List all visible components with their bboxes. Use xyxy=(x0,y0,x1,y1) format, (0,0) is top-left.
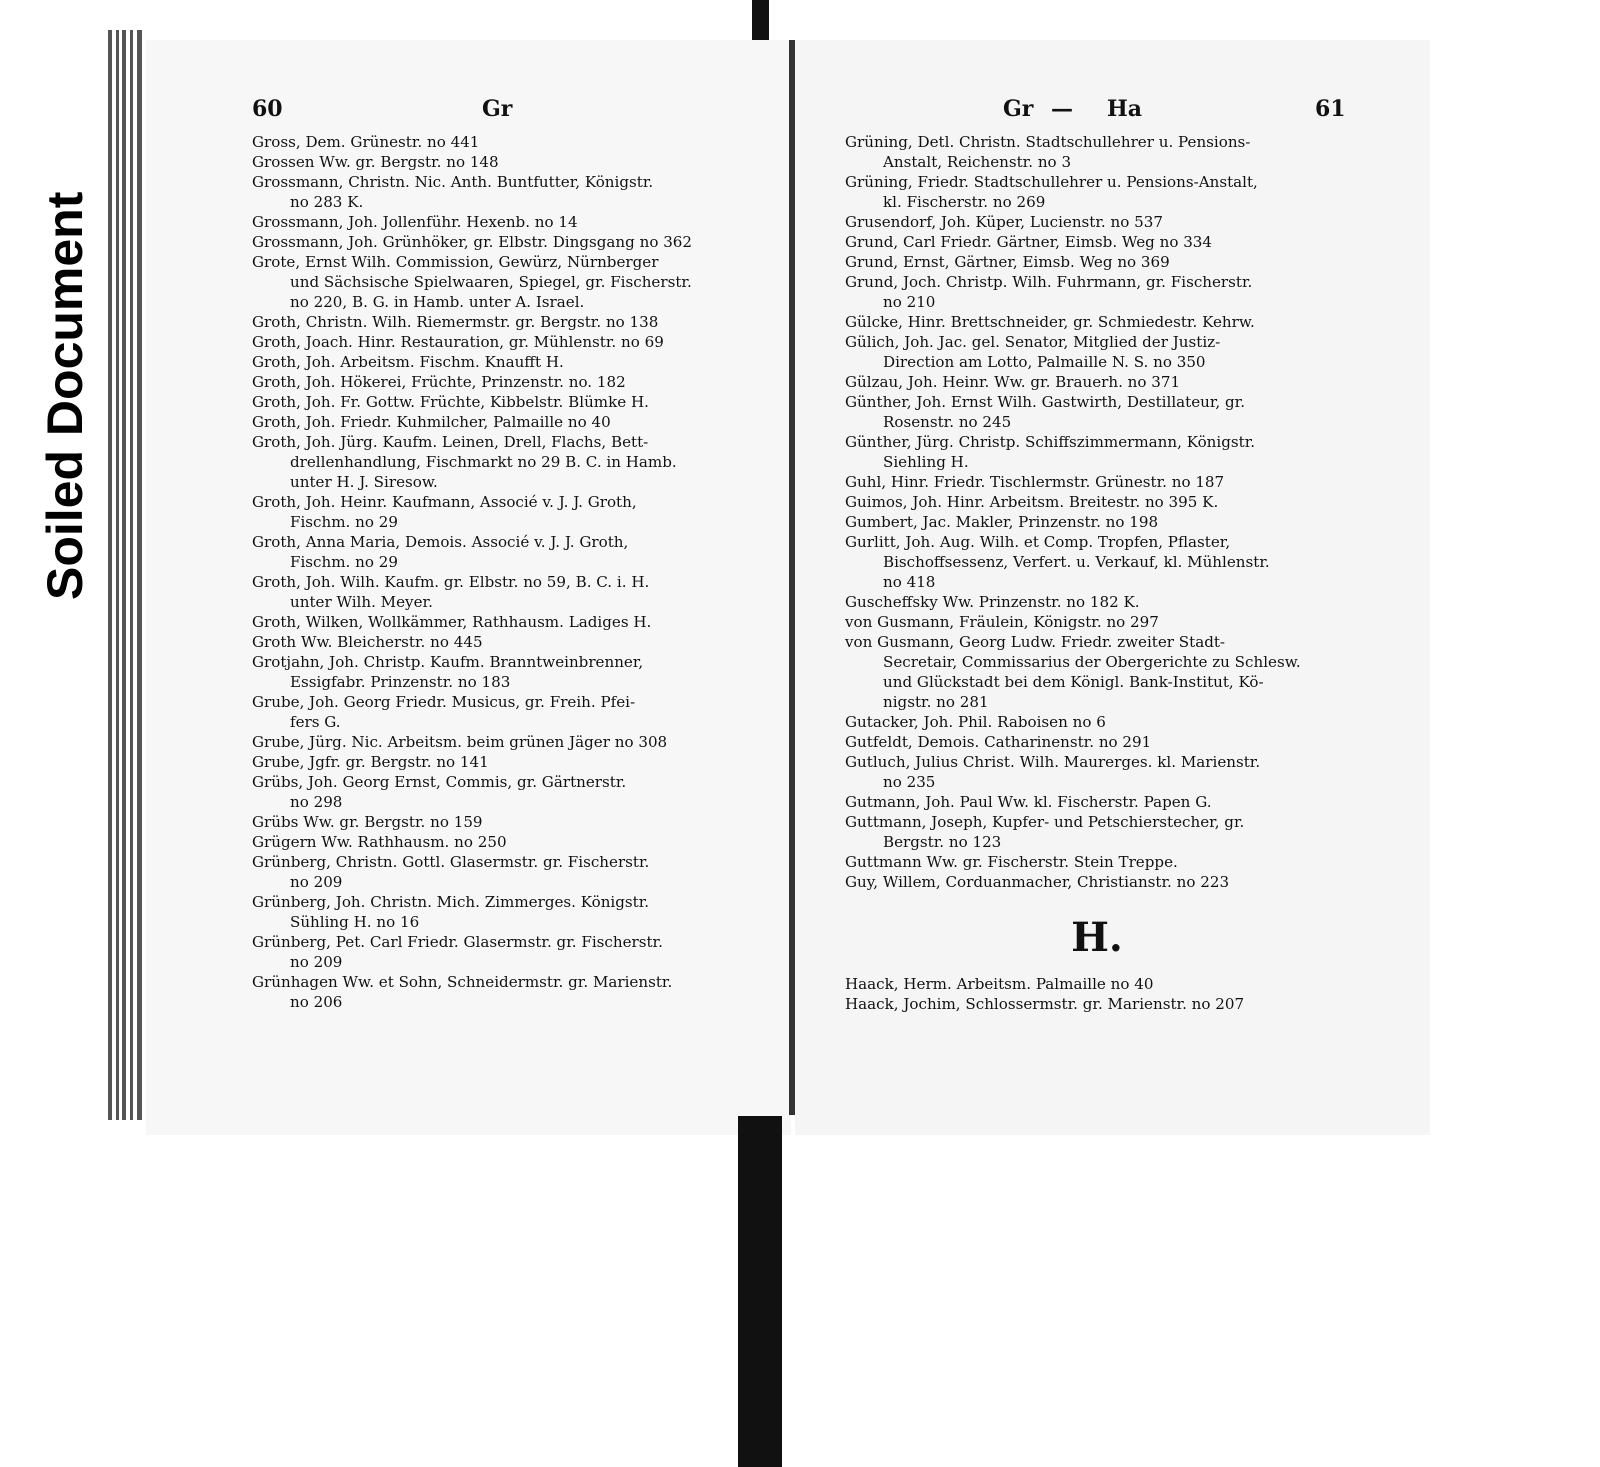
entry-name-line: Grund, Carl Friedr. Gärtner, Eimsb. Weg no 334 xyxy=(845,233,1213,251)
running-heading-left: Gr xyxy=(1003,96,1034,122)
directory-entry xyxy=(845,532,1349,592)
directory-entry xyxy=(252,172,752,212)
entry-name-line: Guimos, Joh. Hinr. Arbeitsm. Breitestr. no 395 K. xyxy=(845,493,1219,511)
entry-name-line: Gülcke, Hinr. Brettschneider, gr. Schmiedestr. Kehrw. xyxy=(845,313,1255,331)
entry-name-line: Grübs, Joh. Georg Ernst, Commis, gr. Gärtnerstr. xyxy=(252,773,627,791)
entry-name-line: Groth, Joh. Heinr. Kaufmann, Associé v. J. J. Groth, xyxy=(252,493,637,511)
directory-entry xyxy=(252,652,752,692)
directory-entry xyxy=(845,272,1349,312)
directory-entry xyxy=(252,532,752,572)
entry-continuation-line: und Sächsische Spielwaaren, Spiegel, gr. Fischerstr. xyxy=(290,273,692,291)
entry-continuation-line: no 220, B. G. in Hamb. unter A. Israel. xyxy=(290,293,585,311)
directory-entry xyxy=(252,152,752,172)
entry-name-line: Groth, Anna Maria, Demois. Associé v. J. J. Groth, xyxy=(252,533,629,551)
entry-continuation-line: fers G. xyxy=(290,713,341,731)
running-heading-right: Ha xyxy=(1107,96,1143,122)
directory-entry xyxy=(845,732,1349,752)
directory-entry xyxy=(845,212,1349,232)
binding-strip-top xyxy=(752,0,769,45)
directory-entry xyxy=(252,852,752,892)
entry-name-line: Guhl, Hinr. Friedr. Tischlermstr. Grünestr. no 187 xyxy=(845,473,1225,491)
entry-name-line: Guy, Willem, Corduanmacher, Christianstr. no 223 xyxy=(845,873,1230,891)
directory-entry xyxy=(845,472,1349,492)
directory-entry xyxy=(252,812,752,832)
entry-name-line: Günther, Jürg. Christp. Schiffszimmermann, Königstr. xyxy=(845,433,1256,451)
entry-continuation-line: nigstr. no 281 xyxy=(883,693,989,711)
entry-name-line: Grotjahn, Joh. Christp. Kaufm. Branntweinbrenner, xyxy=(252,653,644,671)
page-edges xyxy=(108,30,146,1120)
directory-entry xyxy=(845,132,1349,172)
directory-entry xyxy=(845,872,1349,892)
directory-entry xyxy=(252,692,752,732)
entry-continuation-line: no 210 xyxy=(883,293,936,311)
directory-entry xyxy=(252,932,752,972)
entry-name-line: Gülzau, Joh. Heinr. Ww. gr. Brauerh. no 371 xyxy=(845,373,1181,391)
entry-name-line: Groth Ww. Bleicherstr. no 445 xyxy=(252,633,483,651)
entry-name-line: Grüning, Detl. Christn. Stadtschullehrer u. Pensions- xyxy=(845,133,1251,151)
entry-continuation-line: Siehling H. xyxy=(883,453,969,471)
entry-name-line: Grote, Ernst Wilh. Commission, Gewürz, Nürnberger xyxy=(252,253,659,271)
entry-name-line: Grube, Jürg. Nic. Arbeitsm. beim grünen Jäger no 308 xyxy=(252,733,668,751)
entry-continuation-line: Bischoffsessenz, Verfert. u. Verkauf, kl. Mühlenstr. xyxy=(883,553,1270,571)
left-entry-list xyxy=(252,132,752,1012)
entry-name-line: Grünberg, Christn. Gottl. Glasermstr. gr. Fischerstr. xyxy=(252,853,650,871)
directory-entry xyxy=(845,752,1349,792)
entry-continuation-line: no 209 xyxy=(290,953,343,971)
entry-continuation-line: Secretair, Commissarius der Obergerichte zu Schlesw. xyxy=(883,653,1301,671)
directory-entry xyxy=(252,832,752,852)
directory-entry xyxy=(845,512,1349,532)
entry-continuation-line: Anstalt, Reichenstr. no 3 xyxy=(883,153,1072,171)
entry-continuation-line: unter H. J. Siresow. xyxy=(290,473,438,491)
directory-entry xyxy=(252,772,752,812)
directory-entry xyxy=(252,352,752,372)
soiled-document-label: Soiled Document xyxy=(37,191,93,600)
entry-continuation-line: no 418 xyxy=(883,573,936,591)
directory-entry xyxy=(845,172,1349,212)
entry-name-line: Gurlitt, Joh. Aug. Wilh. et Comp. Tropfen, Pflaster, xyxy=(845,533,1231,551)
directory-entry xyxy=(252,572,752,612)
entry-continuation-line: kl. Fischerstr. no 269 xyxy=(883,193,1046,211)
entry-name-line: Grünhagen Ww. et Sohn, Schneidermstr. gr. Marienstr. xyxy=(252,973,673,991)
section-letter-heading: H. xyxy=(1071,914,1123,961)
entry-continuation-line: Sühling H. no 16 xyxy=(290,913,420,931)
left-page xyxy=(146,40,791,1135)
entry-name-line: Grossmann, Joh. Grünhöker, gr. Elbstr. Dingsgang no 362 xyxy=(252,233,693,251)
page-number: 61 xyxy=(1315,96,1346,122)
entry-name-line: Groth, Joh. Friedr. Kuhmilcher, Palmaille no 40 xyxy=(252,413,611,431)
entry-continuation-line: Bergstr. no 123 xyxy=(883,833,1002,851)
directory-entry xyxy=(252,312,752,332)
directory-entry xyxy=(252,332,752,352)
entry-name-line: Grossmann, Christn. Nic. Anth. Buntfutter, Königstr. xyxy=(252,173,654,191)
entry-name-line: Gutacker, Joh. Phil. Raboisen no 6 xyxy=(845,713,1106,731)
directory-entry xyxy=(252,372,752,392)
directory-entry xyxy=(845,852,1349,872)
directory-entry xyxy=(845,812,1349,852)
entry-name-line: Gross, Dem. Grünestr. no 441 xyxy=(252,133,480,151)
left-page-header xyxy=(146,96,791,132)
entry-name-line: Grusendorf, Joh. Küper, Lucienstr. no 537 xyxy=(845,213,1163,231)
entry-name-line: Grügern Ww. Rathhausm. no 250 xyxy=(252,833,507,851)
entry-continuation-line: unter Wilh. Meyer. xyxy=(290,593,433,611)
entry-name-line: Gutfeldt, Demois. Catharinenstr. no 291 xyxy=(845,733,1152,751)
entry-name-line: Guttmann Ww. gr. Fischerstr. Stein Treppe. xyxy=(845,853,1178,871)
directory-entry xyxy=(845,372,1349,392)
directory-entry xyxy=(252,732,752,752)
entry-continuation-line: drellenhandlung, Fischmarkt no 29 B. C. in Hamb. xyxy=(290,453,677,471)
directory-entry xyxy=(845,332,1349,372)
entry-name-line: Grund, Joch. Christp. Wilh. Fuhrmann, gr. Fischerstr. xyxy=(845,273,1253,291)
entry-name-line: Groth, Joach. Hinr. Restauration, gr. Mühlenstr. no 69 xyxy=(252,333,664,351)
entry-name-line: Grund, Ernst, Gärtner, Eimsb. Weg no 369 xyxy=(845,253,1170,271)
directory-entry xyxy=(845,974,1349,994)
entry-name-line: Groth, Joh. Jürg. Kaufm. Leinen, Drell, Flachs, Bett- xyxy=(252,433,649,451)
entry-name-line: Grube, Jgfr. gr. Bergstr. no 141 xyxy=(252,753,489,771)
directory-entry xyxy=(845,392,1349,432)
entry-name-line: Grünberg, Pet. Carl Friedr. Glasermstr. gr. Fischerstr. xyxy=(252,933,663,951)
entry-continuation-line: Fischm. no 29 xyxy=(290,553,398,571)
entry-continuation-line: und Glückstadt bei dem Königl. Bank-Institut, Kö- xyxy=(883,673,1264,691)
right-page-header xyxy=(795,96,1430,132)
entry-continuation-line: Direction am Lotto, Palmaille N. S. no 350 xyxy=(883,353,1206,371)
entry-continuation-line: Rosenstr. no 245 xyxy=(883,413,1012,431)
entry-continuation-line: no 235 xyxy=(883,773,936,791)
running-heading: Gr xyxy=(482,96,513,122)
directory-entry xyxy=(252,892,752,932)
entry-continuation-line: no 283 K. xyxy=(290,193,364,211)
directory-entry xyxy=(252,752,752,772)
directory-entry xyxy=(845,792,1349,812)
entry-name-line: Gutmann, Joh. Paul Ww. kl. Fischerstr. Papen G. xyxy=(845,793,1212,811)
entry-continuation-line: no 206 xyxy=(290,993,343,1011)
entry-name-line: Grossen Ww. gr. Bergstr. no 148 xyxy=(252,153,499,171)
entry-name-line: Grüning, Friedr. Stadtschullehrer u. Pensions-Anstalt, xyxy=(845,173,1258,191)
entry-name-line: Groth, Joh. Hökerei, Früchte, Prinzenstr. no. 182 xyxy=(252,373,626,391)
entry-name-line: Guscheffsky Ww. Prinzenstr. no 182 K. xyxy=(845,593,1140,611)
entry-name-line: Groth, Joh. Arbeitsm. Fischm. Knaufft H. xyxy=(252,353,564,371)
entry-name-line: Groth, Wilken, Wollkämmer, Rathhausm. Ladiges H. xyxy=(252,613,652,631)
right-page xyxy=(795,40,1430,1135)
entry-name-line: Groth, Christn. Wilh. Riemermstr. gr. Bergstr. no 138 xyxy=(252,313,659,331)
directory-entry xyxy=(845,712,1349,732)
directory-entry xyxy=(845,252,1349,272)
directory-entry xyxy=(845,592,1349,612)
directory-entry xyxy=(252,212,752,232)
entry-name-line: von Gusmann, Georg Ludw. Friedr. zweiter Stadt- xyxy=(845,633,1226,651)
entry-name-line: Groth, Joh. Fr. Gottw. Früchte, Kibbelstr. Blümke H. xyxy=(252,393,649,411)
directory-entry xyxy=(845,232,1349,252)
directory-entry xyxy=(252,972,752,1012)
page-number: 60 xyxy=(252,96,283,122)
entry-continuation-line: Fischm. no 29 xyxy=(290,513,398,531)
entry-name-line: von Gusmann, Fräulein, Königstr. no 297 xyxy=(845,613,1159,631)
running-heading-dash: — xyxy=(1051,96,1073,122)
directory-entry xyxy=(845,994,1349,1014)
directory-entry xyxy=(252,492,752,532)
directory-entry xyxy=(252,432,752,492)
entry-name-line: Grossmann, Joh. Jollenführ. Hexenb. no 14 xyxy=(252,213,578,231)
entry-name-line: Günther, Joh. Ernst Wilh. Gastwirth, Destillateur, gr. xyxy=(845,393,1246,411)
entry-name-line: Gutluch, Julius Christ. Wilh. Maurerges. kl. Marienstr. xyxy=(845,753,1261,771)
entry-name-line: Groth, Joh. Wilh. Kaufm. gr. Elbstr. no 59, B. C. i. H. xyxy=(252,573,650,591)
entry-name-line: Grünberg, Joh. Christn. Mich. Zimmerges. Königstr. xyxy=(252,893,650,911)
directory-entry xyxy=(252,132,752,152)
entry-name-line: Haack, Jochim, Schlossermstr. gr. Marienstr. no 207 xyxy=(845,995,1245,1013)
directory-entry xyxy=(845,312,1349,332)
right-entry-list xyxy=(845,132,1349,1014)
directory-entry xyxy=(252,612,752,632)
directory-entry xyxy=(845,612,1349,632)
entry-name-line: Haack, Herm. Arbeitsm. Palmaille no 40 xyxy=(845,975,1154,993)
binding-strip-bottom xyxy=(738,1116,782,1467)
directory-entry xyxy=(252,392,752,412)
directory-entry xyxy=(845,492,1349,512)
entry-name-line: Gülich, Joh. Jac. gel. Senator, Mitglied der Justiz- xyxy=(845,333,1221,351)
entry-name-line: Gumbert, Jac. Makler, Prinzenstr. no 198 xyxy=(845,513,1159,531)
entry-continuation-line: Essigfabr. Prinzenstr. no 183 xyxy=(290,673,511,691)
directory-entry xyxy=(845,432,1349,472)
entry-name-line: Grübs Ww. gr. Bergstr. no 159 xyxy=(252,813,483,831)
directory-entry xyxy=(252,232,752,252)
entry-name-line: Grube, Joh. Georg Friedr. Musicus, gr. Freih. Pfei- xyxy=(252,693,636,711)
entry-continuation-line: no 209 xyxy=(290,873,343,891)
directory-entry xyxy=(252,412,752,432)
entry-continuation-line: no 298 xyxy=(290,793,343,811)
directory-entry xyxy=(845,632,1349,712)
directory-entry xyxy=(252,252,752,312)
entry-name-line: Guttmann, Joseph, Kupfer- und Petschierstecher, gr. xyxy=(845,813,1245,831)
directory-entry xyxy=(252,632,752,652)
